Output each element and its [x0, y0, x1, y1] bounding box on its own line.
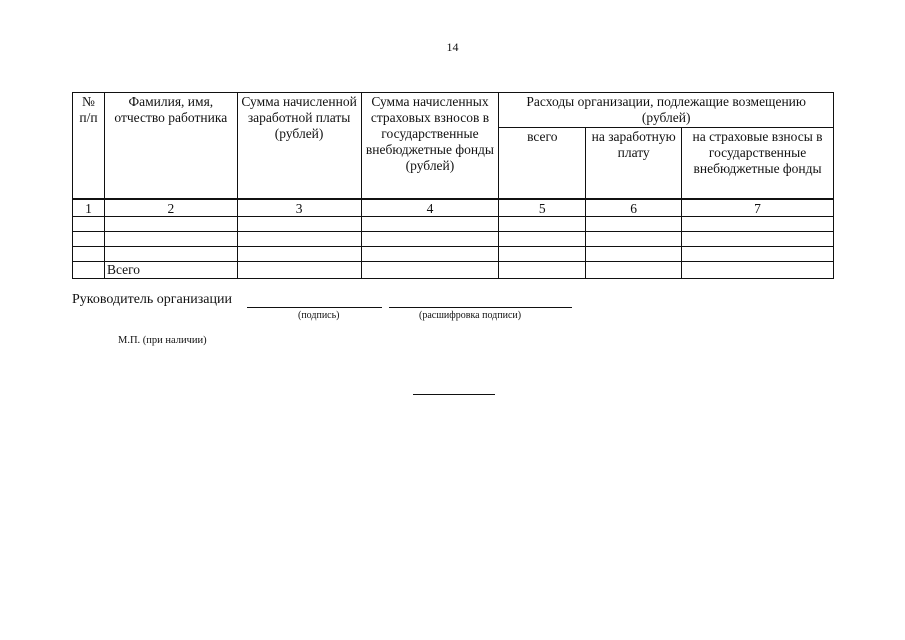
table-cell[interactable] [682, 247, 834, 262]
table-row [73, 247, 834, 262]
table-cell[interactable] [361, 217, 499, 232]
table-cell[interactable] [237, 262, 361, 279]
column-number: 2 [104, 199, 237, 217]
signature-line[interactable] [247, 307, 382, 308]
table-cell[interactable] [361, 247, 499, 262]
table-cell[interactable] [104, 247, 237, 262]
table-cell[interactable] [682, 217, 834, 232]
column-number-row [73, 199, 834, 217]
header-expenses-group: Расходы организации, подлежащие возмещению (рублей) [499, 93, 834, 128]
header-contributions: Сумма начисленных страховых взносов в государственные внебюджетные фонды (рублей) [361, 93, 499, 200]
column-number: 6 [586, 199, 682, 217]
header-row [73, 93, 834, 128]
expenses-table [72, 92, 834, 279]
page-number: 14 [446, 40, 459, 54]
signature-label: Руководитель организации [72, 292, 232, 307]
total-row [73, 262, 834, 279]
table-cell[interactable] [586, 217, 682, 232]
table-cell[interactable] [361, 262, 499, 279]
table-cell[interactable] [499, 232, 586, 247]
stamp-note: М.П. (при наличии) [118, 335, 207, 346]
table-cell[interactable] [361, 232, 499, 247]
table-cell[interactable] [73, 247, 105, 262]
header-name: Фамилия, имя, отчество работника [104, 93, 237, 200]
header-total: всего [499, 128, 586, 200]
signature-caption: (подпись) [298, 310, 340, 321]
header-on-contributions: на страховые взносы в государственные внебюджетные фонды [682, 128, 834, 200]
table-cell[interactable] [73, 217, 105, 232]
table-cell [73, 262, 105, 279]
table-cell[interactable] [586, 247, 682, 262]
table-cell[interactable] [237, 247, 361, 262]
column-number: 5 [499, 199, 586, 217]
header-on-salary: на заработную плату [586, 128, 682, 200]
table-cell[interactable] [499, 247, 586, 262]
end-divider [413, 394, 495, 395]
table-cell[interactable] [586, 262, 682, 279]
table-cell[interactable] [73, 232, 105, 247]
column-number: 1 [73, 199, 105, 217]
column-number: 3 [237, 199, 361, 217]
table-cell[interactable] [682, 262, 834, 279]
column-number: 4 [361, 199, 499, 217]
table-row [73, 217, 834, 232]
signature-decoding-line[interactable] [389, 307, 572, 308]
header-salary: Сумма начисленной заработной платы (рублей) [237, 93, 361, 200]
total-label: Всего [104, 262, 237, 279]
signature-decoding-caption: (расшифровка подписи) [419, 310, 522, 321]
table-cell[interactable] [237, 232, 361, 247]
table-cell[interactable] [499, 262, 586, 279]
table-cell[interactable] [499, 217, 586, 232]
table-cell[interactable] [682, 232, 834, 247]
table-cell[interactable] [237, 217, 361, 232]
table-cell[interactable] [104, 232, 237, 247]
table-cell[interactable] [104, 217, 237, 232]
column-number: 7 [682, 199, 834, 217]
header-num: № п/п [73, 93, 105, 200]
table-cell[interactable] [586, 232, 682, 247]
table-row [73, 232, 834, 247]
